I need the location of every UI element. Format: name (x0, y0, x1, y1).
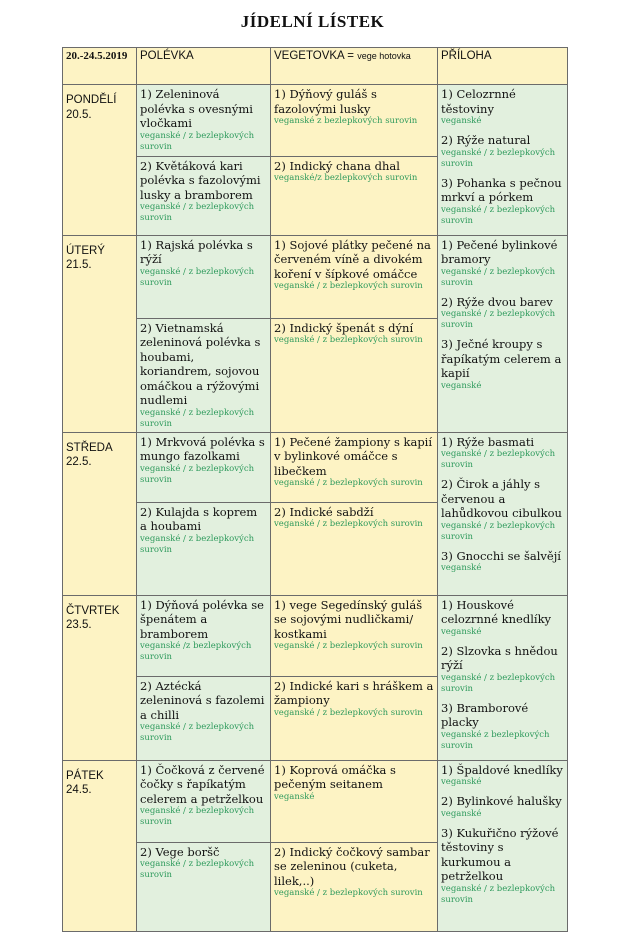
side-dish: 2) Slzovka s hnědou rýží (441, 643, 558, 672)
soup-1: 1) Rajská polévka s rýží (140, 237, 253, 266)
side-dish-note: veganské (441, 380, 482, 391)
side-dish: 2) Bylinkové halušky (441, 794, 562, 808)
veg-2: 2) Indické sabdží (274, 504, 374, 519)
veg-2-cell (271, 842, 438, 931)
veg-1: 1) Pečené žampiony s kapií v bylinkové omáčce s libečkem (274, 434, 433, 478)
side-item (441, 549, 564, 575)
day-row (63, 235, 568, 318)
soup-2: 2) Kulajda s koprem a houbami (140, 504, 258, 533)
soup-2: 2) Vietnamská zeleninová polévka s houbami, koriandrem, sojovou omáčkou a rýžovými nudlemi (140, 320, 261, 407)
soup-1: 1) Dýňová polévka se špenátem a bramborem (140, 597, 264, 641)
veg-2-cell (271, 502, 438, 595)
veg-1-note: veganské / z bezlepkových surovin (274, 281, 423, 291)
side-dish: 3) Gnocchi se šalvějí (441, 548, 561, 563)
veg-2: 2) Indický chana dhal (274, 158, 400, 173)
soup-1: 1) Zeleninová polévka s ovesnými vločkami (140, 87, 253, 130)
soup-2-cell (137, 842, 271, 931)
side-item (441, 763, 564, 789)
soup-2-note: veganské / z bezlepkových surovin (140, 202, 255, 224)
soup-2-cell (137, 156, 271, 235)
side-dish-note: veganské (441, 777, 482, 787)
side-dish: 1) Houskové celozrnné knedlíky (441, 597, 552, 626)
side-dish-note: veganské / z bezlepkových surovin (441, 520, 556, 542)
side-dish: 2) Rýže natural (441, 133, 531, 147)
soup-2-cell (137, 502, 271, 595)
header-side: PŘÍLOHA (438, 48, 568, 85)
veg-1-cell (271, 235, 438, 318)
side-dish-note: veganské / z bezlepkových surovin (441, 147, 556, 169)
veg-2-note: veganské/z bezlepkových surovin (274, 173, 418, 184)
side-item (441, 133, 564, 170)
day-name: ÚTERÝ (66, 244, 105, 257)
soup-1-note: veganské / z bezlepkových surovin (140, 463, 255, 485)
veg-2: 2) Indické kari s hráškem a žampiony (274, 678, 434, 708)
soup-1-note: veganské / z bezlepkových surovin (140, 266, 255, 288)
side-dish-note: veganské / z bezlepkových surovin (441, 309, 556, 330)
side-dish: 1) Celozrnné těstoviny (441, 87, 516, 116)
side-dish-note: veganské z bezlepkových surovin (441, 729, 550, 751)
soup-1-cell (137, 760, 271, 842)
day-row (63, 432, 568, 502)
day-cell (63, 235, 137, 432)
side-dish-note: veganské (441, 563, 482, 573)
veg-1-cell (271, 85, 438, 157)
side-dish-note: veganské / z bezlepkových surovin (441, 449, 556, 470)
soup-2: 2) Aztécká zeleninová s fazolemi a chilli (140, 678, 265, 722)
day-cell (63, 432, 137, 595)
veg-1-cell (271, 432, 438, 502)
side-item (441, 337, 564, 392)
soup-2-cell (137, 318, 271, 432)
veg-1-note: veganské / z bezlepkových surovin (274, 641, 423, 651)
veg-2: 2) Indický špenát s dýní (274, 320, 414, 335)
side-item (441, 701, 564, 752)
side-dish-note: veganské / z bezlepkových surovin (441, 204, 556, 226)
date-range: 20.-24.5.2019 (63, 48, 137, 85)
veg-1-cell (271, 760, 438, 842)
side-dish-note: veganské / z bezlepkových surovin (441, 672, 556, 694)
day-date: 22.5. (66, 456, 92, 468)
soup-1-cell (137, 432, 271, 502)
veg-1-note: veganské / z bezlepkových surovin (274, 478, 423, 488)
day-date: 24.5. (66, 784, 92, 796)
soup-1-cell (137, 85, 271, 157)
side-item (441, 598, 564, 638)
day-row (63, 85, 568, 157)
soup-1: 1) Čočková z červené čočky s řapíkatým celerem a petrželkou (140, 762, 265, 806)
side-dish: 1) Pečené bylinkové bramory (441, 237, 558, 266)
header-veg-note: vege hotovka (357, 51, 411, 61)
header-soup: POLÉVKA (137, 48, 271, 85)
side-item (441, 238, 564, 289)
veg-1: 1) Dýňový guláš s fazolovými lusky (274, 87, 377, 116)
side-item (441, 794, 564, 820)
veg-1: 1) Koprová omáčka s pečeným seitanem (274, 762, 396, 791)
veg-2: 2) Indický čočkový sambar se zeleninou (cuketa, lilek,..) (274, 844, 430, 888)
side-cell (438, 595, 568, 760)
side-dish: 1) Špaldové knedlíky (441, 762, 563, 777)
day-row (63, 595, 568, 676)
side-cell (438, 85, 568, 236)
side-dish: 2) Rýže dvou barev (441, 294, 553, 309)
header-veg (271, 48, 438, 85)
header-veg-label: VEGETOVKA = (274, 50, 355, 62)
day-date: 23.5. (66, 619, 92, 631)
side-dish-note: veganské (441, 116, 482, 126)
day-cell (63, 760, 137, 931)
side-dish: 3) Ječné kroupy s řapíkatým celerem a kapií (441, 337, 562, 380)
veg-2-note: veganské / z bezlepkových surovin (274, 519, 423, 529)
veg-1-note: veganské z bezlepkových surovin (274, 116, 418, 126)
side-cell (438, 432, 568, 595)
day-date: 20.5. (66, 108, 92, 121)
side-dish-note: veganské (441, 808, 482, 819)
soup-1-note: veganské / z bezlepkových surovin (140, 806, 255, 827)
soup-2: 2) Květáková kari polévka s fazolovými lusky a bramborem (140, 158, 261, 202)
soup-1-note: veganské /z bezlepkových surovin (140, 641, 252, 662)
side-dish: 2) Čirok a jáhly s červenou a lahůdkovou cibulkou (441, 477, 562, 520)
side-cell (438, 235, 568, 432)
side-dish: 3) Kukuřično rýžové těstoviny s kurkumou a petrželkou (441, 825, 559, 883)
soup-2-note: veganské / z bezlepkových surovin (140, 533, 255, 555)
side-dish: 3) Bramborové placky (441, 700, 529, 729)
day-row (63, 760, 568, 842)
soup-2-note: veganské / z bezlepkových surovin (140, 722, 255, 744)
side-item (441, 477, 564, 543)
day-cell (63, 595, 137, 760)
soup-2-note: veganské / z bezlepkových surovin (140, 859, 255, 880)
soup-1: 1) Mrkvová polévka s mungo fazolkami (140, 434, 265, 463)
soup-2: 2) Vege boršč (140, 844, 220, 859)
soup-1-note: veganské / z bezlepkových surovin (140, 130, 255, 152)
side-item (441, 826, 564, 906)
veg-1-note: veganské (274, 791, 315, 802)
veg-2-note: veganské / z bezlepkových surovin (274, 335, 423, 345)
soup-1-cell (137, 595, 271, 676)
side-item (441, 87, 564, 127)
day-cell (63, 85, 137, 236)
soup-2-note: veganské / z bezlepkových surovin (140, 407, 255, 429)
day-name: ČTVRTEK (66, 604, 120, 617)
day-name: STŘEDA (66, 441, 113, 454)
day-name: PONDĚLÍ (66, 94, 117, 106)
veg-1: 1) Sojové plátky pečené na červeném víně a divokém koření v šípkové omáčce (274, 237, 431, 281)
side-item (441, 176, 564, 227)
page-title: JÍDELNÍ LÍSTEK (240, 12, 385, 31)
veg-1: 1) vege Segedínský guláš se sojovými nudličkami/ kostkami (274, 597, 423, 641)
header-row (63, 48, 568, 85)
side-dish-note: veganské / z bezlepkových surovin (441, 266, 556, 288)
side-dish: 1) Rýže basmati (441, 434, 535, 449)
soup-2-cell (137, 676, 271, 760)
day-date: 21.5. (66, 259, 92, 271)
day-name: PÁTEK (66, 769, 104, 782)
veg-2-note: veganské / z bezlepkových surovin (274, 707, 423, 718)
veg-2-cell (271, 156, 438, 235)
veg-1-cell (271, 595, 438, 676)
side-item (441, 644, 564, 695)
side-dish: 3) Pohanka s pečnou mrkví a pórkem (441, 175, 562, 204)
side-item (441, 295, 564, 332)
side-dish-note: veganské (441, 626, 482, 637)
side-item (441, 435, 564, 472)
veg-2-note: veganské / z bezlepkových surovin (274, 888, 423, 898)
side-cell (438, 760, 568, 931)
veg-2-cell (271, 318, 438, 432)
side-dish-note: veganské / z bezlepkových surovin (441, 883, 556, 905)
soup-1-cell (137, 235, 271, 318)
menu-table (62, 47, 568, 932)
veg-2-cell (271, 676, 438, 760)
